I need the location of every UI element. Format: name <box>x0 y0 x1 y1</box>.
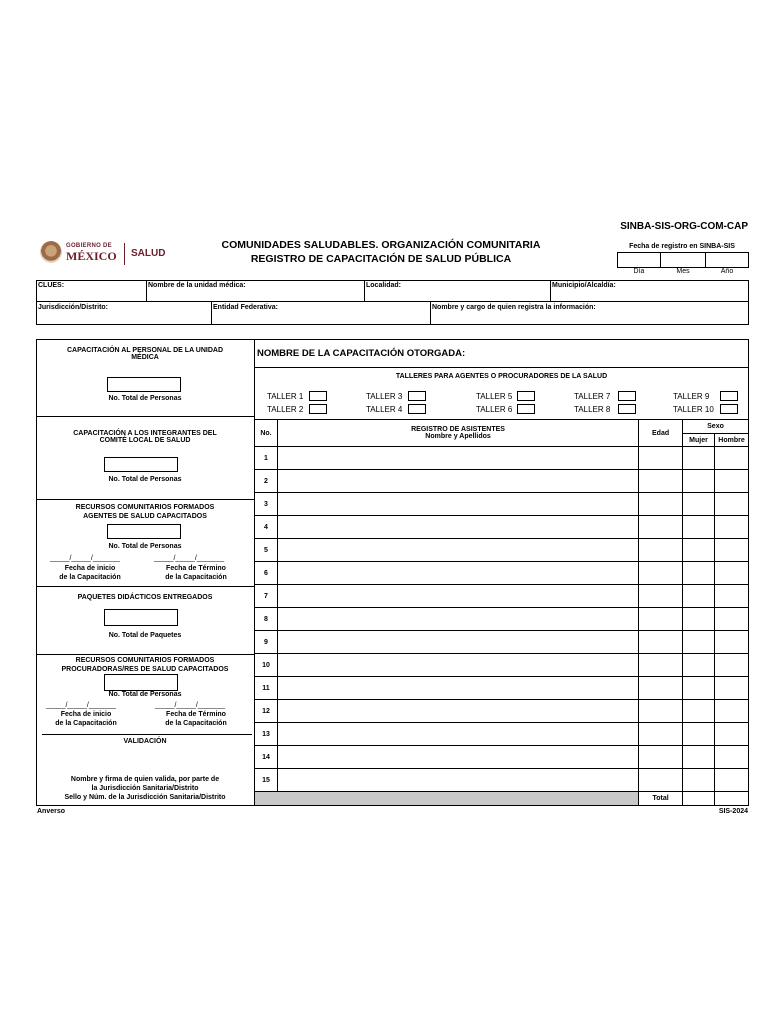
fecha-registro-label: Fecha de registro en SINBA-SIS <box>629 243 735 250</box>
edad-cell[interactable] <box>639 585 683 608</box>
s5-fecha-inicio-label2: de la Capacitación <box>55 720 117 727</box>
taller-4-label: TALLER 4 <box>366 405 403 414</box>
taller-9-label: TALLER 9 <box>673 392 710 401</box>
attendees-table <box>254 419 749 806</box>
taller-8-checkbox[interactable] <box>618 404 636 414</box>
table-row <box>255 562 749 585</box>
table-row <box>255 700 749 723</box>
s3-total-input[interactable] <box>107 524 181 539</box>
taller-8-label: TALLER 8 <box>574 405 611 414</box>
edad-cell[interactable] <box>639 677 683 700</box>
taller-5-checkbox[interactable] <box>517 391 535 401</box>
nombre-cargo-field[interactable]: Nombre y cargo de quien registra la información: <box>432 304 596 311</box>
edad-cell[interactable] <box>639 470 683 493</box>
table-row <box>255 654 749 677</box>
hombre-cell[interactable] <box>714 539 748 562</box>
col-mujer-header: Mujer <box>683 434 715 447</box>
taller-5-label: TALLER 5 <box>476 392 513 401</box>
s3-title2: AGENTES DE SALUD CAPACITADOS <box>83 513 207 520</box>
edad-cell[interactable] <box>639 516 683 539</box>
footer-code: SIS-2024 <box>718 808 748 815</box>
row-number: 9 <box>255 631 278 654</box>
s3-fecha-termino-label2: de la Capacitación <box>165 574 227 581</box>
taller-10-checkbox[interactable] <box>720 404 738 414</box>
mujer-cell[interactable] <box>683 746 715 769</box>
table-row <box>255 723 749 746</box>
edad-cell[interactable] <box>639 631 683 654</box>
s1-total-input[interactable] <box>107 377 181 392</box>
taller-9-checkbox[interactable] <box>720 391 738 401</box>
col-registro-title: REGISTRO DE ASISTENTES <box>411 426 505 433</box>
hombre-cell[interactable] <box>714 769 748 792</box>
nombre-cell[interactable] <box>277 562 638 585</box>
col-sexo-header: Sexo <box>683 420 749 434</box>
total-hombre-cell[interactable] <box>714 792 748 806</box>
total-mujer-cell[interactable] <box>683 792 715 806</box>
row-number: 13 <box>255 723 278 746</box>
logo-salud: SALUD <box>131 248 166 259</box>
s3-fecha-termino-input[interactable]: _____/_____/_______ <box>154 555 225 562</box>
s3-fecha-inicio-label2: de la Capacitación <box>59 574 121 581</box>
row-number: 8 <box>255 608 278 631</box>
s4-total-input[interactable] <box>104 609 178 626</box>
mujer-cell[interactable] <box>683 700 715 723</box>
edad-cell[interactable] <box>639 654 683 677</box>
table-row <box>255 585 749 608</box>
mujer-cell[interactable] <box>683 631 715 654</box>
mujer-cell[interactable] <box>683 608 715 631</box>
col-registro-header <box>277 420 638 447</box>
s5-fecha-inicio-label1: Fecha de inicio <box>60 711 112 718</box>
row-number: 4 <box>255 516 278 539</box>
col-no-header: No. <box>255 420 278 447</box>
row-number: 14 <box>255 746 278 769</box>
edad-cell[interactable] <box>639 493 683 516</box>
dia-label: Día <box>633 268 645 275</box>
nombre-cell[interactable] <box>277 493 638 516</box>
taller-10-label: TALLER 10 <box>673 405 714 414</box>
talleres-title: TALLERES PARA AGENTES O PROCURADORES DE LA SALUD <box>395 373 608 380</box>
taller-6-checkbox[interactable] <box>517 404 535 414</box>
s3-fecha-inicio-label1: Fecha de inicio <box>64 565 116 572</box>
edad-cell[interactable] <box>639 562 683 585</box>
total-shaded-cell <box>255 792 639 806</box>
edad-cell[interactable] <box>639 723 683 746</box>
nombre-cell[interactable] <box>277 700 638 723</box>
edad-cell[interactable] <box>639 447 683 470</box>
localidad-field[interactable]: Localidad: <box>366 282 402 289</box>
logo-gobierno: GOBIERNO DE <box>66 243 112 249</box>
s2-label: No. Total de Personas <box>108 476 182 483</box>
mujer-cell[interactable] <box>683 723 715 746</box>
entidad-field[interactable]: Entidad Federativa: <box>213 304 278 311</box>
taller-6-label: TALLER 6 <box>476 405 513 414</box>
table-row <box>255 447 749 470</box>
table-row <box>255 631 749 654</box>
nombre-cell[interactable] <box>277 631 638 654</box>
edad-cell[interactable] <box>639 608 683 631</box>
clues-field[interactable]: CLUES: <box>38 282 65 289</box>
hombre-cell[interactable] <box>714 585 748 608</box>
hombre-cell[interactable] <box>714 562 748 585</box>
hombre-cell[interactable] <box>714 470 748 493</box>
nombre-cell[interactable] <box>277 769 638 792</box>
nombre-cell[interactable] <box>277 447 638 470</box>
title-line2: REGISTRO DE CAPACITACIÓN DE SALUD PÚBLICA <box>250 253 512 265</box>
s3-fecha-termino-label1: Fecha de Término <box>166 565 226 572</box>
s5-fecha-termino-input[interactable]: _____/_____/_______ <box>155 702 226 709</box>
hombre-cell[interactable] <box>714 700 748 723</box>
taller-7-label: TALLER 7 <box>574 392 611 401</box>
mujer-cell[interactable] <box>683 677 715 700</box>
s2-title: CAPACITACIÓN A LOS INTEGRANTES DEL COMITÉ LOCAL DE SALUD <box>73 430 217 444</box>
mujer-cell[interactable] <box>683 539 715 562</box>
s3-title1: RECURSOS COMUNITARIOS FORMADOS <box>75 504 215 511</box>
taller-3-label: TALLER 3 <box>366 392 403 401</box>
hombre-cell[interactable] <box>714 723 748 746</box>
coat-of-arms-icon <box>40 241 62 263</box>
table-row <box>255 539 749 562</box>
row-number: 12 <box>255 700 278 723</box>
validacion-line2: la Jurisdicción Sanitaria/Distrito <box>91 785 199 792</box>
taller-4-checkbox[interactable] <box>408 404 426 414</box>
s5-fecha-termino-label1: Fecha de Término <box>166 711 226 718</box>
table-row <box>255 769 749 792</box>
form-code: SINBA-SIS-ORG-COM-CAP <box>620 221 748 232</box>
row-number: 6 <box>255 562 278 585</box>
taller-7-checkbox[interactable] <box>618 391 636 401</box>
row-number: 2 <box>255 470 278 493</box>
mujer-cell[interactable] <box>683 769 715 792</box>
hombre-cell[interactable] <box>714 746 748 769</box>
taller-1-checkbox[interactable] <box>309 391 327 401</box>
row-number: 15 <box>255 769 278 792</box>
validacion-line1: Nombre y firma de quien valida, por parte de <box>70 776 220 783</box>
total-label: Total <box>639 792 683 806</box>
table-row <box>255 608 749 631</box>
hombre-cell[interactable] <box>714 608 748 631</box>
nombre-cell[interactable] <box>277 723 638 746</box>
row-number: 5 <box>255 539 278 562</box>
nombre-cell[interactable] <box>277 470 638 493</box>
mujer-cell[interactable] <box>683 654 715 677</box>
taller-1-label: TALLER 1 <box>267 392 304 401</box>
row-number: 7 <box>255 585 278 608</box>
s5-fecha-termino-label2: de la Capacitación <box>165 720 227 727</box>
row-number: 10 <box>255 654 278 677</box>
total-row <box>255 792 749 806</box>
title-line1: COMUNIDADES SALUDABLES. ORGANIZACIÓN COMUNITARIA <box>221 239 541 251</box>
edad-cell[interactable] <box>639 539 683 562</box>
nombre-cell[interactable] <box>277 539 638 562</box>
logo-mexico: MÉXICO <box>66 249 117 263</box>
taller-3-checkbox[interactable] <box>408 391 426 401</box>
col-edad-header: Edad <box>639 420 683 447</box>
s5-label: No. Total de Personas <box>108 691 182 698</box>
nombre-cell[interactable] <box>277 677 638 700</box>
hombre-cell[interactable] <box>714 516 748 539</box>
col-registro-subtitle: Nombre y Apellidos <box>425 433 491 440</box>
s5-title1: RECURSOS COMUNITARIOS FORMADOS <box>75 657 215 664</box>
validacion-line3: Sello y Núm. de la Jurisdicción Sanitaria/Distrito <box>64 794 226 801</box>
edad-cell[interactable] <box>639 700 683 723</box>
nombre-cell[interactable] <box>277 516 638 539</box>
s1-label: No. Total de Personas <box>108 395 182 402</box>
table-row <box>255 677 749 700</box>
nombre-unidad-field[interactable]: Nombre de la unidad médica: <box>148 282 246 289</box>
mujer-cell[interactable] <box>683 470 715 493</box>
s3-label: No. Total de Personas <box>108 543 182 550</box>
hombre-cell[interactable] <box>714 654 748 677</box>
s5-total-input[interactable] <box>104 674 178 691</box>
s4-label: No. Total de Paquetes <box>108 632 182 639</box>
row-number: 11 <box>255 677 278 700</box>
anverso-label: Anverso <box>37 808 66 815</box>
s2-total-input[interactable] <box>104 457 178 472</box>
taller-2-label: TALLER 2 <box>267 405 304 414</box>
jurisdiccion-field[interactable]: Jurisdicción/Distrito: <box>38 304 109 311</box>
table-row <box>255 470 749 493</box>
edad-cell[interactable] <box>639 746 683 769</box>
nombre-cell[interactable] <box>277 654 638 677</box>
s4-title: PAQUETES DIDÁCTICOS ENTREGADOS <box>77 594 213 601</box>
table-row <box>255 746 749 769</box>
edad-cell[interactable] <box>639 769 683 792</box>
mes-label: Mes <box>676 268 690 275</box>
s5-title2: PROCURADORAS/RES DE SALUD CAPACITADOS <box>61 666 229 673</box>
nombre-capacitacion-field[interactable]: NOMBRE DE LA CAPACITACIÓN OTORGADA: <box>257 348 466 359</box>
taller-2-checkbox[interactable] <box>309 404 327 414</box>
validacion-title: VALIDACIÓN <box>123 738 167 745</box>
row-number: 3 <box>255 493 278 516</box>
nombre-cell[interactable] <box>277 585 638 608</box>
dia-box[interactable] <box>617 252 661 268</box>
row-number: 1 <box>255 447 278 470</box>
hombre-cell[interactable] <box>714 493 748 516</box>
s5-fecha-inicio-input[interactable]: _____/_____/_______ <box>46 702 117 709</box>
anio-label: Año <box>720 268 734 275</box>
hombre-cell[interactable] <box>714 631 748 654</box>
table-row <box>255 493 749 516</box>
mes-box[interactable] <box>660 252 706 268</box>
col-hombre-header: Hombre <box>714 434 748 447</box>
mujer-cell[interactable] <box>683 585 715 608</box>
anio-box[interactable] <box>705 252 749 268</box>
mujer-cell[interactable] <box>683 516 715 539</box>
mujer-cell[interactable] <box>683 493 715 516</box>
mujer-cell[interactable] <box>683 447 715 470</box>
s1-title: CAPACITACIÓN AL PERSONAL DE LA UNIDAD MÉDICA <box>66 347 224 361</box>
s3-fecha-inicio-input[interactable]: _____/_____/_______ <box>50 555 121 562</box>
mujer-cell[interactable] <box>683 562 715 585</box>
municipio-field[interactable]: Municipio/Alcaldía: <box>552 282 616 289</box>
logo-divider <box>124 243 125 265</box>
hombre-cell[interactable] <box>714 677 748 700</box>
hombre-cell[interactable] <box>714 447 748 470</box>
nombre-cell[interactable] <box>277 608 638 631</box>
table-row <box>255 516 749 539</box>
nombre-cell[interactable] <box>277 746 638 769</box>
